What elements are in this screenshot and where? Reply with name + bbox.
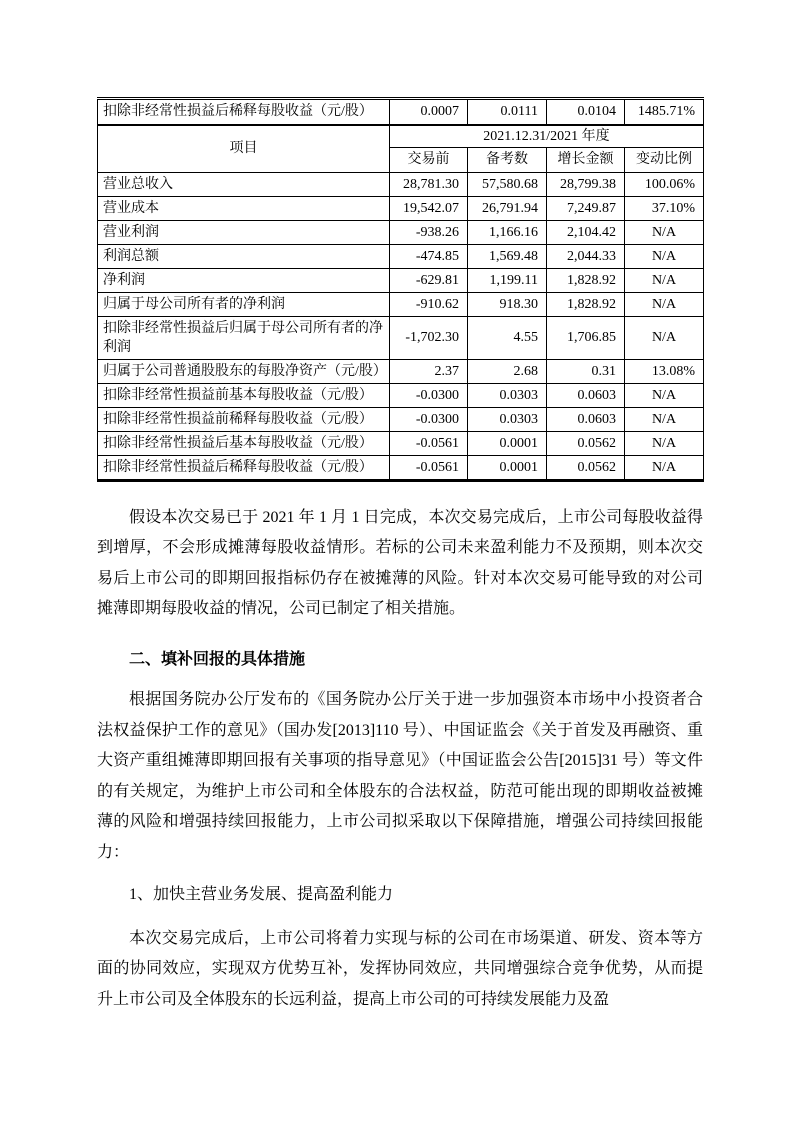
paragraph-synergy: 本次交易完成后，上市公司将着力实现与标的公司在市场渠道、研发、资本等方面的协同效应，实现双方优势互补，发挥协同效应，共同增强综合竞争优势，从而提升上市公司及全体股东的长远利益，提高上市公司的可持续发展能力及盈: [97, 929, 703, 1008]
paragraph-regulation-basis: 根据国务院办公厅发布的《国务院办公厅关于进一步加强资本市场中小投资者合法权益保护工作的意见》（国办发[2013]110 号）、中国证监会《关于首发及再融资、重大资产重组摊薄即期回报有关事项的指导意见》（中国证监会公告[2015]31 号）等文件的有关规定，为维护上市公司和全体股东的合法权益，防范可能出现的即期收益被摊薄的风险和增强持续回报能力，上市公司拟采取以下保障措施，增强公司持续回报能力：: [97, 691, 703, 861]
table-row: [98, 316, 704, 359]
item-cell: 营业成本: [98, 196, 390, 220]
financial-comparison-table: [97, 97, 704, 482]
value-cell: N/A: [625, 407, 704, 431]
value-cell: 2.37: [390, 359, 468, 383]
header-column-cell: 增长金额: [547, 147, 625, 172]
value-cell: 1,706.85: [547, 316, 625, 359]
value-cell: 37.10%: [625, 196, 704, 220]
value-cell: 0.0111: [468, 99, 547, 125]
value-cell: 1,828.92: [547, 292, 625, 316]
item-cell: 归属于母公司所有者的净利润: [98, 292, 390, 316]
value-cell: 0.0104: [547, 99, 625, 125]
table-row: [98, 431, 704, 455]
value-cell: 26,791.94: [468, 196, 547, 220]
value-cell: 0.31: [547, 359, 625, 383]
value-cell: -0.0300: [390, 383, 468, 407]
value-cell: 2,104.42: [547, 220, 625, 244]
section-heading-measures: 二、填补回报的具体措施: [129, 650, 306, 668]
paragraph-dilution-assumption: 假设本次交易已于 2021 年 1 月 1 日完成，本次交易完成后，上市公司每股收益得到增厚，不会形成摊薄每股收益情形。若标的公司未来盈利能力不及预期，则本次交易后上市公司的即期回报指标仍存在被摊薄的风险。针对本次交易可能导致的对公司摊薄即期每股收益的情况，公司已制定了相关措施。: [97, 508, 703, 617]
value-cell: N/A: [625, 220, 704, 244]
value-cell: 0.0001: [468, 455, 547, 480]
value-cell: 28,781.30: [390, 172, 468, 196]
value-cell: N/A: [625, 268, 704, 292]
value-cell: 0.0303: [468, 383, 547, 407]
item-cell: 扣除非经常性损益前稀释每股收益（元/股）: [98, 407, 390, 431]
value-cell: 57,580.68: [468, 172, 547, 196]
value-cell: N/A: [625, 292, 704, 316]
value-cell: 2.68: [468, 359, 547, 383]
table-row: [98, 455, 704, 480]
item-cell: 净利润: [98, 268, 390, 292]
value-cell: 100.06%: [625, 172, 704, 196]
value-cell: 0.0562: [547, 431, 625, 455]
table-row: [98, 407, 704, 431]
table-row: [98, 244, 704, 268]
header-column-cell: 交易前: [390, 147, 468, 172]
item-cell: 归属于公司普通股股东的每股净资产（元/股）: [98, 359, 390, 383]
value-cell: 1,569.48: [468, 244, 547, 268]
value-cell: 918.30: [468, 292, 547, 316]
item-cell: 扣除非经常性损益后基本每股收益（元/股）: [98, 431, 390, 455]
value-cell: -910.62: [390, 292, 468, 316]
value-cell: -0.0561: [390, 455, 468, 480]
value-cell: 0.0603: [547, 383, 625, 407]
table-row: [98, 172, 704, 196]
value-cell: 4.55: [468, 316, 547, 359]
value-cell: 13.08%: [625, 359, 704, 383]
item-cell: 扣除非经常性损益后归属于母公司所有者的净利润: [98, 316, 390, 359]
table-row-continued: [98, 99, 704, 125]
value-cell: 28,799.38: [547, 172, 625, 196]
value-cell: -938.26: [390, 220, 468, 244]
header-period-cell: 2021.12.31/2021 年度: [390, 125, 704, 148]
value-cell: 1485.71%: [625, 99, 704, 125]
value-cell: 0.0303: [468, 407, 547, 431]
table-header-period-row: [98, 125, 704, 148]
value-cell: N/A: [625, 383, 704, 407]
value-cell: N/A: [625, 244, 704, 268]
item-cell: 利润总额: [98, 244, 390, 268]
value-cell: N/A: [625, 316, 704, 359]
value-cell: 0.0603: [547, 407, 625, 431]
value-cell: N/A: [625, 455, 704, 480]
value-cell: -0.0300: [390, 407, 468, 431]
value-cell: -474.85: [390, 244, 468, 268]
table-row: [98, 292, 704, 316]
value-cell: 7,249.87: [547, 196, 625, 220]
header-column-cell: 变动比例: [625, 147, 704, 172]
value-cell: 0.0001: [468, 431, 547, 455]
page-content: [97, 97, 703, 1015]
table-row: [98, 196, 704, 220]
value-cell: -629.81: [390, 268, 468, 292]
table-row: [98, 268, 704, 292]
item-cell: 扣除非经常性损益后稀释每股收益（元/股）: [98, 99, 390, 125]
sub-heading-measure-1: 1、加快主营业务发展、提高盈利能力: [129, 886, 394, 903]
table-row: [98, 220, 704, 244]
value-cell: 2,044.33: [547, 244, 625, 268]
value-cell: 1,166.16: [468, 220, 547, 244]
item-cell: 营业总收入: [98, 172, 390, 196]
item-cell: 扣除非经常性损益前基本每股收益（元/股）: [98, 383, 390, 407]
value-cell: 19,542.07: [390, 196, 468, 220]
header-item-cell: 项目: [98, 125, 390, 173]
table-row: [98, 383, 704, 407]
value-cell: 1,828.92: [547, 268, 625, 292]
item-cell: 扣除非经常性损益后稀释每股收益（元/股）: [98, 455, 390, 480]
value-cell: 0.0562: [547, 455, 625, 480]
value-cell: -0.0561: [390, 431, 468, 455]
value-cell: 0.0007: [390, 99, 468, 125]
table-row: [98, 359, 704, 383]
value-cell: -1,702.30: [390, 316, 468, 359]
financial-table-body: [98, 99, 704, 481]
value-cell: N/A: [625, 431, 704, 455]
item-cell: 营业利润: [98, 220, 390, 244]
header-column-cell: 备考数: [468, 147, 547, 172]
value-cell: 1,199.11: [468, 268, 547, 292]
